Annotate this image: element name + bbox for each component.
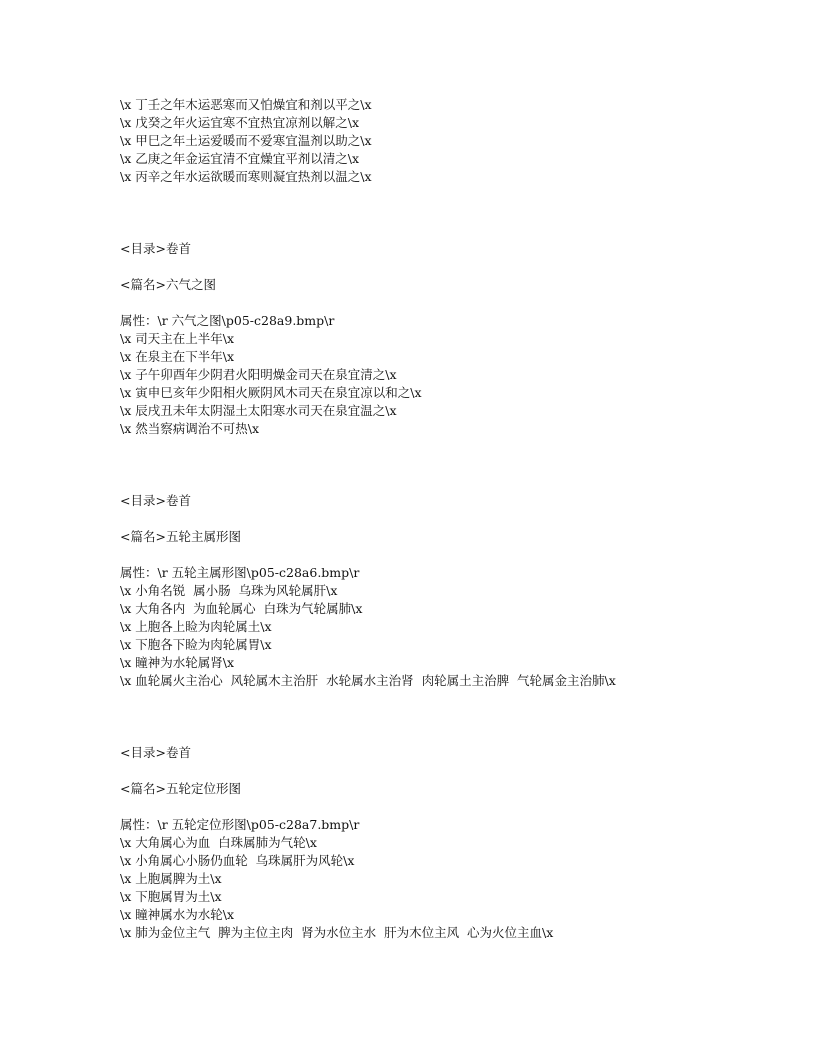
text-line: \x 甲巳之年土运爱暖而不爱寒宜温剂以助之\x [120, 133, 372, 148]
text-line: \x 在泉主在下半年\x [120, 349, 234, 364]
catalog-heading: <目录>卷首 [120, 493, 191, 508]
section-wulun-dingwei [120, 744, 780, 942]
text-line: \x 瞳神为水轮属肾\x [120, 655, 234, 670]
intro-block [120, 96, 780, 186]
text-line: \x 戊癸之年火运宜寒不宜热宜凉剂以解之\x [120, 115, 359, 130]
text-line: \x 下胞各下睑为肉轮属胃\x [120, 637, 272, 652]
section-liuqi [120, 240, 780, 438]
text-line: \x 子午卯酉年少阴君火阳明燥金司天在泉宜清之\x [120, 367, 397, 382]
text-line: \x 乙庚之年金运宜清不宜燥宜平剂以清之\x [120, 151, 359, 166]
text-line: \x 大角属心为血 白珠属肺为气轮\x [120, 835, 317, 850]
section-title: <篇名>五轮主属形图 [120, 529, 241, 544]
text-line: \x 下胞属胃为土\x [120, 889, 222, 904]
text-line: \x 上胞属脾为土\x [120, 871, 222, 886]
section-title: <篇名>五轮定位形图 [120, 781, 241, 796]
text-line: \x 丙辛之年水运欲暖而寒则凝宜热剂以温之\x [120, 169, 372, 184]
catalog-heading: <目录>卷首 [120, 745, 191, 760]
attribute-line: 属性：\r 五轮定位形图\p05-c28a7.bmp\r [120, 817, 360, 832]
text-line: \x 血轮属火主治心 风轮属木主治肝 水轮属水主治肾 肉轮属土主治脾 气轮属金主治肺\x [120, 673, 616, 688]
text-line: \x 瞳神属水为水轮\x [120, 907, 234, 922]
text-line: \x 丁壬之年木运恶寒而又怕燥宜和剂以平之\x [120, 97, 372, 112]
text-line: \x 小角属心小肠仍血轮 乌珠属肝为风轮\x [120, 853, 355, 868]
attribute-line: 属性：\r 六气之图\p05-c28a9.bmp\r [120, 313, 335, 328]
text-line: \x 小角名锐 属小肠 乌珠为风轮属肝\x [120, 583, 338, 598]
text-line: \x 肺为金位主气 脾为主位主肉 肾为水位主水 肝为木位主风 心为火位主血\x [120, 925, 554, 940]
text-line: \x 辰戌丑未年太阴湿土太阳寒水司天在泉宜温之\x [120, 403, 397, 418]
section-wulun-zhushu [120, 492, 780, 690]
document-page [120, 96, 780, 942]
attribute-line: 属性：\r 五轮主属形图\p05-c28a6.bmp\r [120, 565, 360, 580]
text-line: \x 上胞各上睑为肉轮属土\x [120, 619, 272, 634]
text-line: \x 大角各内 为血轮属心 白珠为气轮属肺\x [120, 601, 363, 616]
text-line: \x 寅申巳亥年少阳相火厥阴风木司天在泉宜凉以和之\x [120, 385, 422, 400]
text-line: \x 司天主在上半年\x [120, 331, 234, 346]
text-line: \x 然当察病调治不可热\x [120, 421, 259, 436]
catalog-heading: <目录>卷首 [120, 241, 191, 256]
section-title: <篇名>六气之图 [120, 277, 216, 292]
